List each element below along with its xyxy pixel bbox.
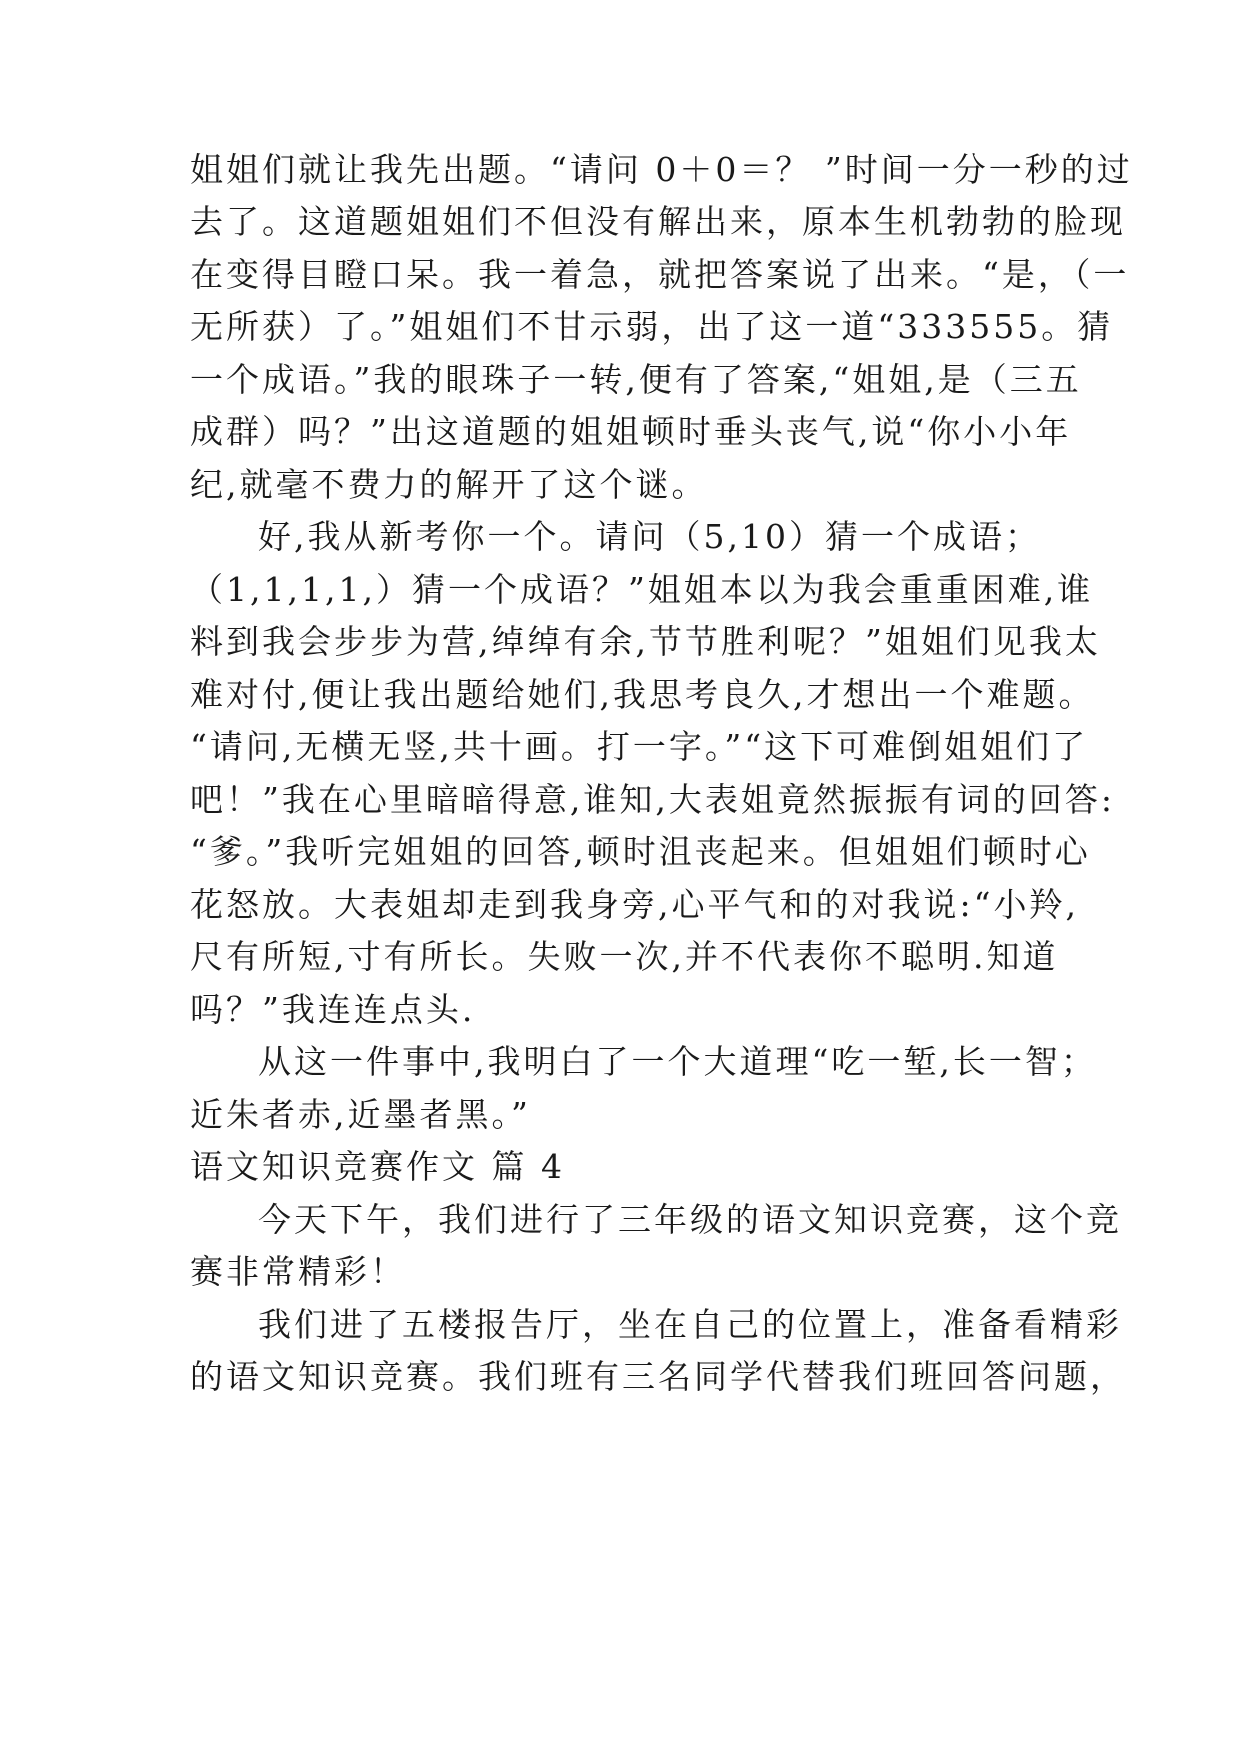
text-line: “爹。”我听完姐姐的回答,顿时沮丧起来。但姐姐们顿时心 [190,832,1091,871]
text-line: 好,我从新考你一个。请问（5,10）猜一个成语； [258,517,1041,556]
text-line: 尺有所短,寸有所长。失败一次,并不代表你不聪明.知道 [190,937,1059,976]
text-line: 难对付,便让我出题给她们,我思考良久,才想出一个难题。 [190,675,1095,714]
text-line: 无所获）了。”姐姐们不甘示弱，出了这一道“333555。猜 [190,307,1114,346]
text-line: 赛非常精彩！ [190,1252,406,1291]
text-line: 纪,就毫不费力的解开了这个谜。 [190,465,708,504]
text-line: 吧！”我在心里暗暗得意,谁知,大表姐竟然振振有词的回答: [190,780,1115,819]
text-line: 花怒放。大表姐却走到我身旁,心平气和的对我说:“小羚, [190,885,1079,924]
text-line: 我们进了五楼报告厅，坐在自己的位置上，准备看精彩 [258,1305,1122,1344]
text-line: 在变得目瞪口呆。我一着急，就把答案说了出来。“是，（一 [190,255,1130,294]
text-line: 成群）吗？”出这道题的姐姐顿时垂头丧气,说“你小小年 [190,412,1072,451]
text-line: 从这一件事中,我明白了一个大道理“吃一堑,长一智； [258,1042,1097,1081]
text-line: 一个成语。”我的眼珠子一转,便有了答案,“姐姐,是（三五 [190,360,1082,399]
text-line: 去了。这道题姐姐们不但没有解出来，原本生机勃勃的脸现 [190,202,1126,241]
text-line: 的语文知识竞赛。我们班有三名同学代替我们班回答问题， [190,1357,1126,1396]
text-line: 近朱者赤,近墨者黑。” [190,1095,531,1134]
text-line: 料到我会步步为营,绰绰有余,节节胜利呢？”姐姐们见我太 [190,622,1101,661]
text-line: 今天下午，我们进行了三年级的语文知识竞赛，这个竞 [258,1200,1122,1239]
text-line: （1,1,1,1,）猜一个成语？”姐姐本以为我会重重困难,谁 [190,570,1094,609]
text-line: 吗？”我连连点头. [190,990,476,1029]
text-line: 姐姐们就让我先出题。“请问 0＋0＝？ ”时间一分一秒的过 [190,150,1133,189]
text-line: “请问,无横无竖,共十画。打一字。”“这下可难倒姐姐们了 [190,727,1089,766]
section-heading: 语文知识竞赛作文 篇 4 [190,1147,565,1186]
